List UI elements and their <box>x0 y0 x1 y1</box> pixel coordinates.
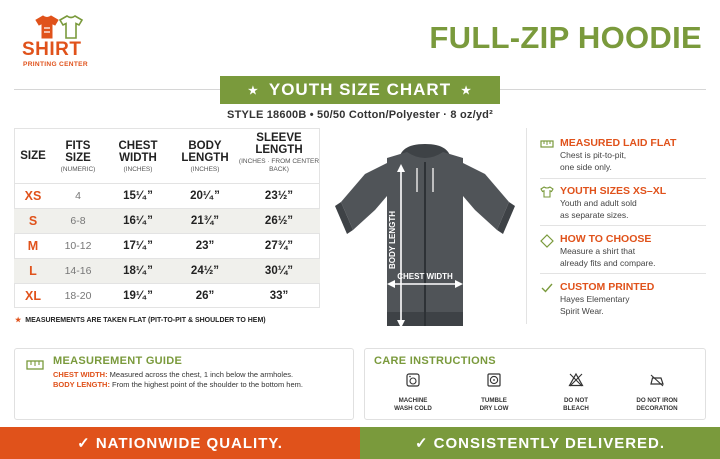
wash-icon <box>405 372 421 388</box>
cell-size: L <box>29 264 37 278</box>
feature-desc-line: already fits and compare. <box>560 257 656 268</box>
cell-chest: 16¹⁄₄” <box>123 215 153 227</box>
footnote-text: MEASUREMENTS ARE TAKEN FLAT (PIT-TO-PIT & SHOULDER TO HEM) <box>25 317 266 324</box>
col-size-label: SIZE <box>20 150 46 162</box>
col-body-label: BODY LENGTH <box>181 140 229 164</box>
guide-body-label: BODY LENGTH: <box>53 380 110 389</box>
care-caption <box>458 397 530 413</box>
feature-measured-flat <box>540 137 710 177</box>
feature-custom-printed <box>540 281 710 321</box>
cell-fits: 6-8 <box>70 215 86 227</box>
col-size <box>14 140 52 162</box>
feature-desc-line: Measure a shirt that <box>560 246 636 256</box>
col-sleeve <box>238 132 320 174</box>
ruler-icon <box>540 138 554 150</box>
feature-desc-line: Chest is pit-to-pit, <box>560 150 627 160</box>
col-fits-sub: (NUMERIC) <box>60 166 96 173</box>
care-item-bleach <box>540 372 612 413</box>
divider-left <box>14 89 220 90</box>
guide-chest-label: CHEST WIDTH: <box>53 370 108 379</box>
cell-body: 26” <box>195 290 215 302</box>
chest-width-label: CHEST WIDTH <box>397 272 453 281</box>
cell-fits: 10-12 <box>64 240 92 252</box>
col-fits <box>52 140 104 174</box>
feature-desc-line: Youth and adult sold <box>560 198 637 208</box>
measurement-footnote <box>15 316 266 324</box>
page-title: FULL-ZIP HOODIE <box>429 20 702 55</box>
cell-body: 21¾” <box>190 215 220 227</box>
no-bleach-icon <box>568 372 584 388</box>
feature-how-to-choose <box>540 233 710 273</box>
care-caption-line: MACHINE <box>398 397 428 404</box>
care-item-dry <box>458 372 530 413</box>
feature-desc <box>560 198 637 221</box>
banner-label: YOUTH SIZE CHART <box>268 80 452 99</box>
logo-shirts-icon <box>30 14 92 40</box>
cell-fits: 14-16 <box>64 265 92 277</box>
feature-divider <box>540 273 706 274</box>
guide-body-line <box>53 380 303 389</box>
table-row <box>14 233 320 258</box>
cell-chest: 18¹⁄₄” <box>123 265 153 277</box>
feature-title: HOW TO CHOOSE <box>560 233 652 245</box>
col-body <box>172 140 238 174</box>
cell-fits: 18-20 <box>64 290 92 302</box>
footer-right: ✓ CONSISTENTLY DELIVERED. <box>360 427 720 459</box>
care-caption <box>540 397 612 413</box>
cell-fits: 4 <box>75 190 81 202</box>
care-caption-line: DECORATION <box>636 405 678 412</box>
section-divider <box>526 128 527 324</box>
table-row <box>14 183 320 208</box>
care-title: CARE INSTRUCTIONS <box>374 355 496 367</box>
feature-divider <box>540 225 706 226</box>
table-row <box>14 208 320 233</box>
cell-body: 20¹⁄₄” <box>190 190 220 202</box>
cell-body: 24½” <box>190 265 220 277</box>
care-caption-line: DO NOT IRON <box>636 397 678 404</box>
guide-chest-line <box>53 370 293 379</box>
feature-youth-sizes <box>540 185 710 225</box>
cell-sleeve: 33” <box>269 290 289 302</box>
footer-left: ✓ NATIONWIDE QUALITY. <box>0 427 360 459</box>
cell-sleeve: 30¼” <box>264 265 294 277</box>
col-chest-label: CHEST WIDTH <box>118 140 158 164</box>
care-caption <box>621 397 693 413</box>
col-fits-label: FITS SIZE <box>65 140 91 164</box>
brand-sub: PRINTING CENTER <box>23 61 88 68</box>
body-length-label: BODY LENGTH <box>388 210 397 270</box>
cell-size: S <box>28 214 38 228</box>
table-row <box>14 283 320 308</box>
col-body-sub: (INCHES) <box>190 166 220 173</box>
col-sleeve-label: SLEEVE LENGTH <box>255 132 303 156</box>
star-icon: ★ <box>461 84 472 97</box>
care-caption-line: WASH COLD <box>394 405 432 412</box>
care-item-iron <box>621 372 693 413</box>
hoodie-diagram <box>335 140 515 332</box>
feature-desc <box>560 294 629 317</box>
no-iron-icon <box>649 372 665 388</box>
feature-desc-line: Hayes Elementary <box>560 294 630 304</box>
guide-chest-text: Measured across the chest, 1 inch below the armholes. <box>107 370 294 379</box>
cell-sleeve: 26½” <box>264 215 294 227</box>
cell-chest: 17¹⁄₄” <box>123 240 153 252</box>
guide-body-text: From the highest point of the shoulder to the bottom hem. <box>109 380 303 389</box>
diamond-icon <box>540 234 554 248</box>
star-icon: ★ <box>15 317 22 324</box>
table-header <box>14 128 320 183</box>
col-sleeve-sub: (INCHES · FROM CENTER BACK) <box>238 158 320 173</box>
care-caption <box>377 397 449 413</box>
care-caption-line: DO NOT <box>563 397 589 404</box>
care-item-wash <box>377 372 449 413</box>
ruler-icon <box>26 359 44 371</box>
cell-size: XS <box>24 189 42 203</box>
feature-title: CUSTOM PRINTED <box>560 281 655 293</box>
feature-desc-line: Spirit Wear. <box>560 305 604 316</box>
brand-name: SHIRT <box>22 39 82 60</box>
brand-logo <box>22 14 102 72</box>
divider-right <box>500 89 706 90</box>
col-chest-sub: (INCHES) <box>123 166 153 173</box>
shirt-icon <box>540 186 554 198</box>
cell-chest: 19¹⁄₄” <box>123 290 153 302</box>
feature-divider <box>540 178 706 179</box>
guide-title: MEASUREMENT GUIDE <box>53 355 183 367</box>
feature-title: YOUTH SIZES XS–XL <box>560 185 667 197</box>
feature-desc <box>560 246 655 269</box>
care-caption-line: TUMBLE <box>481 397 507 404</box>
feature-desc <box>560 150 626 173</box>
check-icon <box>540 282 554 294</box>
cell-size: XL <box>25 289 41 303</box>
col-chest <box>104 140 172 174</box>
cell-body: 23” <box>195 240 215 252</box>
cell-size: M <box>27 239 39 253</box>
size-table <box>14 128 320 308</box>
feature-desc-line: one side only. <box>560 161 612 172</box>
table-row <box>14 258 320 283</box>
style-info: STYLE 18600B • 50/50 Cotton/Polyester · 8 oz/yd² <box>227 109 493 121</box>
care-caption-line: BLEACH <box>563 405 589 412</box>
feature-desc-line: as separate sizes. <box>560 209 629 220</box>
size-chart-banner <box>220 76 500 104</box>
feature-title: MEASURED LAID FLAT <box>560 137 677 149</box>
cell-sleeve: 23½” <box>264 190 294 202</box>
star-icon: ★ <box>248 84 259 97</box>
care-caption-line: DRY LOW <box>479 405 509 412</box>
cell-chest: 15¹⁄₄” <box>123 190 153 202</box>
dryer-icon <box>486 372 502 388</box>
cell-sleeve: 27¾” <box>264 240 294 252</box>
